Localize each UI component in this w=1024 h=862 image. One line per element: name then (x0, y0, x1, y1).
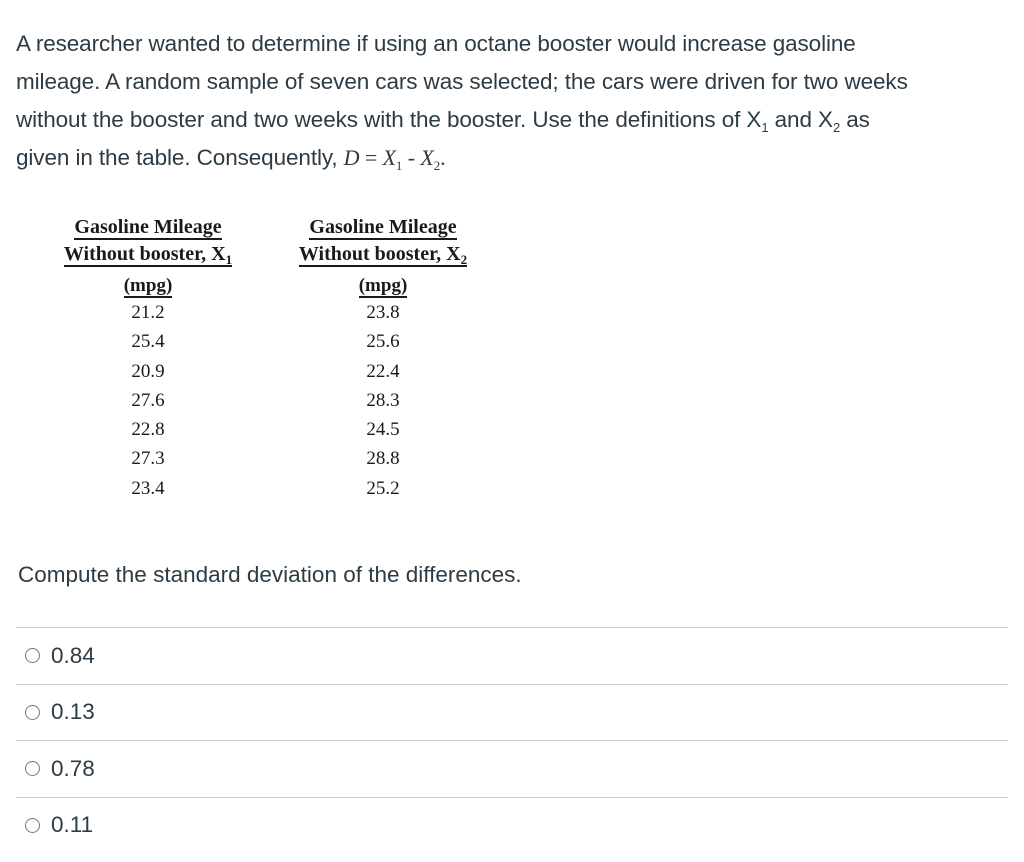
column-1-unit (40, 274, 256, 298)
column-1-header-line-2 (64, 243, 232, 267)
formula-x1: X (382, 145, 396, 170)
difference-formula (343, 145, 446, 173)
column-2-header-line-1: Gasoline Mileage (309, 216, 457, 238)
table-cell: 20.9 (131, 360, 165, 382)
table-column-2 (283, 214, 483, 503)
question-line-3 (16, 101, 1016, 139)
answer-list (16, 627, 1008, 853)
question-line-3-and: and X (768, 107, 833, 132)
question-line-4-text: given in the table. Consequently, (16, 145, 344, 170)
answer-option-2[interactable] (16, 684, 1008, 741)
radio-button-icon[interactable] (25, 705, 40, 720)
question-line-4 (16, 139, 1016, 177)
answer-option-1[interactable] (16, 627, 1008, 684)
table-cell: 22.8 (131, 419, 165, 441)
column-2-header (283, 214, 483, 268)
column-2-header-text: Without booster, X (298, 243, 461, 265)
table-cell: 24.5 (366, 419, 400, 441)
formula-d: D (343, 145, 360, 170)
table-column-1 (40, 214, 256, 503)
formula-x2-sub: 2 (433, 158, 441, 173)
column-1-unit-text: (mpg) (123, 275, 173, 296)
subscript-1: 1 (761, 120, 769, 135)
column-2-header-sub: 2 (460, 252, 468, 267)
answer-label[interactable]: 0.11 (51, 812, 94, 838)
column-1-header-text: Without booster, X (63, 243, 226, 265)
radio-button-icon[interactable] (25, 761, 40, 776)
table-cell: 28.3 (366, 389, 400, 411)
table-cell: 25.2 (366, 477, 400, 499)
answer-option-3[interactable] (16, 740, 1008, 797)
column-2-values (283, 298, 483, 503)
column-1-header (40, 214, 256, 268)
table-cell: 27.3 (131, 448, 165, 470)
table-cell: 23.8 (366, 302, 400, 323)
question-line-1: A researcher wanted to determine if using an octane booster would increase gasoline (16, 31, 856, 56)
answer-label[interactable]: 0.13 (51, 699, 95, 725)
question-prompt: Compute the standard deviation of the differences. (18, 562, 522, 587)
question-line-2: mileage. A random sample of seven cars was selected; the cars were driven for two weeks (16, 69, 908, 94)
table-cell: 22.4 (366, 360, 400, 382)
question-text (16, 25, 1016, 177)
table-cell: 25.6 (366, 331, 400, 353)
answer-label[interactable]: 0.78 (51, 755, 95, 781)
table-cell: 27.6 (131, 389, 165, 411)
formula-period: . (440, 145, 446, 170)
table-cell: 23.4 (131, 477, 165, 499)
column-2-unit (283, 274, 483, 298)
subscript-2: 2 (832, 120, 841, 135)
column-1-header-sub: 1 (225, 252, 233, 267)
question-line-3-text: without the booster and two weeks with the booster. Use the definitions of X (16, 107, 762, 132)
column-2-header-line-2 (299, 243, 467, 267)
formula-minus: - (402, 145, 421, 170)
question-line-3-as: as (840, 107, 870, 132)
column-2-unit-text: (mpg) (358, 275, 408, 296)
table-cell: 28.8 (366, 448, 400, 470)
table-cell: 21.2 (131, 302, 165, 323)
table-cell: 25.4 (131, 331, 165, 353)
column-1-header-line-1: Gasoline Mileage (74, 216, 222, 238)
column-1-values (40, 298, 256, 503)
radio-button-icon[interactable] (25, 648, 40, 663)
answer-option-4[interactable] (16, 797, 1008, 854)
formula-x1-sub: 1 (395, 158, 403, 173)
radio-button-icon[interactable] (25, 818, 40, 833)
answer-label[interactable]: 0.84 (51, 642, 95, 668)
formula-equals: = (359, 145, 383, 170)
formula-x2: X (420, 145, 434, 170)
